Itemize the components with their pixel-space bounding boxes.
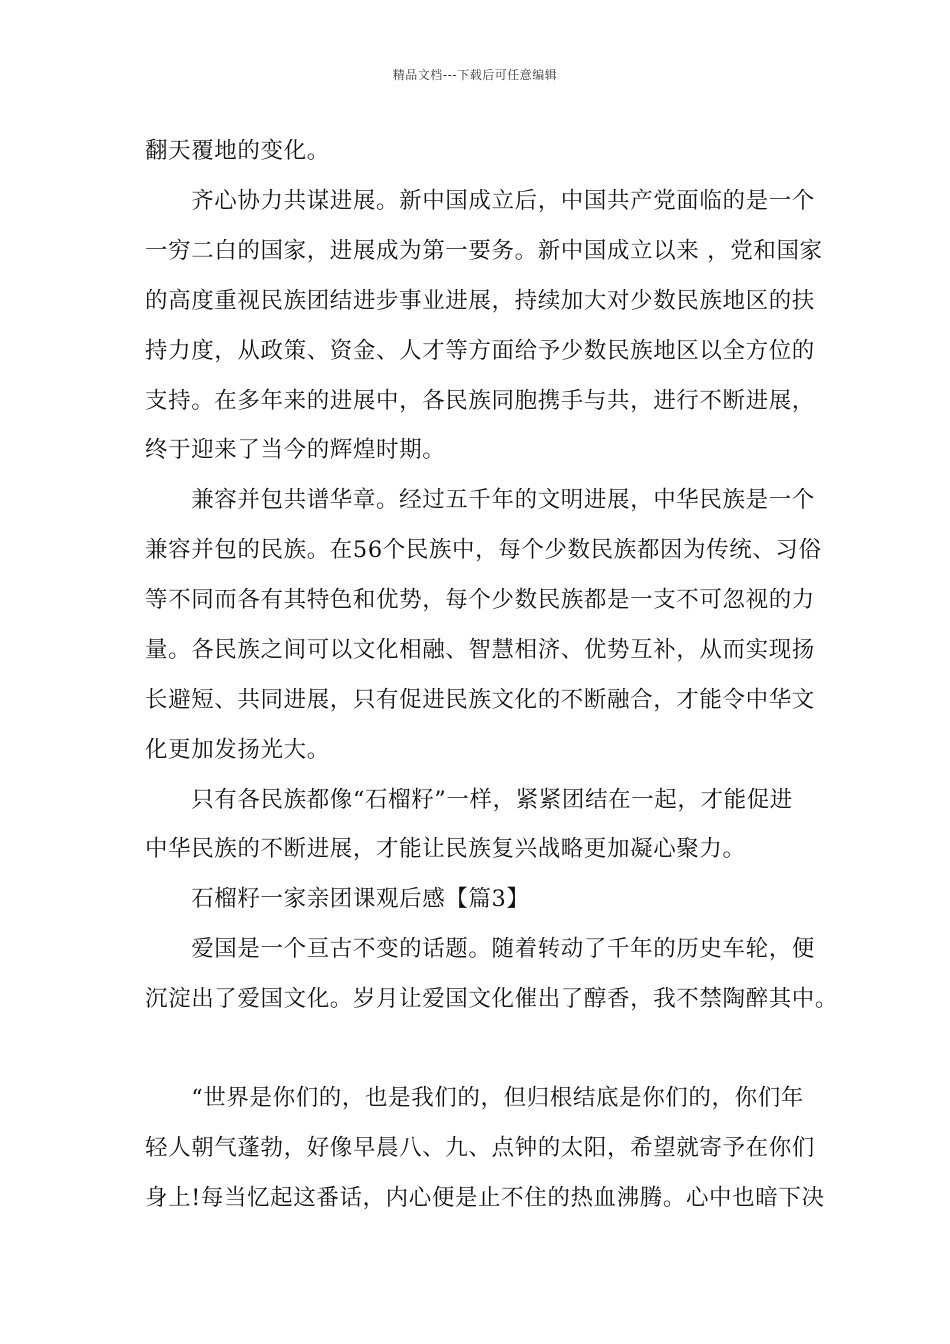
body-line: 爱国是一个亘古不变的话题。随着转动了千年的历史车轮，便 (145, 936, 815, 962)
body-line: 长避短、共同进展，只有促进民族文化的不断融合，才能令中华文 (145, 687, 815, 713)
body-line: 支持。在多年来的进展中，各民族同胞携手与共，进行不断进展， (145, 388, 815, 414)
body-line: 沉淀出了爱国文化。岁月让爱国文化催出了醇香，我不禁陶醉其中。 (145, 986, 839, 1012)
body-line: 量。各民族之间可以文化相融、智慧相济、优势互补，从而实现扬 (145, 637, 815, 663)
body-line: 终于迎来了当今的辉煌时期。 (145, 437, 446, 463)
body-line: 只有各民族都像“石榴籽”一样，紧紧团结在一起，才能促进 (145, 787, 793, 813)
body-line: 兼容并包共谱华章。经过五千年的文明进展，中华民族是一个 (145, 487, 815, 513)
section-heading: 石榴籽一家亲团课观后感【篇3】 (145, 886, 530, 912)
body-line: 持力度，从政策、资金、人才等方面给予少数民族地区以全方位的 (145, 338, 815, 364)
body-line: 轻人朝气蓬勃，好像早晨八、九、点钟的太阳，希望就寄予在你们 (145, 1135, 815, 1161)
body-line: 等不同而各有其特色和优势，每个少数民族都是一支不可忽视的力 (145, 587, 815, 613)
body-line: 兼容并包的民族。在56个民族中，每个少数民族都因为传统、习俗 (145, 537, 822, 563)
body-line: 化更加发扬光大。 (145, 737, 330, 763)
body-line: “世界是你们的，也是我们的，但归根结底是你们的，你们年 (145, 1085, 804, 1111)
body-line: 的高度重视民族团结进步事业进展，持续加大对少数民族地区的扶 (145, 288, 815, 314)
body-line: 身上!每当忆起这番话，内心便是止不住的热血沸腾。心中也暗下决 (145, 1185, 825, 1211)
body-line: 翻天覆地的变化。 (145, 138, 330, 164)
body-line: 齐心协力共谋进展。新中国成立后，中国共产党面临的是一个 (145, 188, 815, 214)
body-line: 一穷二白的国家，进展成为第一要务。新中国成立以来 ，党和国家 (145, 238, 823, 264)
page-header: 精品文档---下载后可任意编辑 (392, 68, 558, 82)
body-line: 中华民族的不断进展，才能让民族复兴战略更加凝心聚力。 (145, 836, 746, 862)
